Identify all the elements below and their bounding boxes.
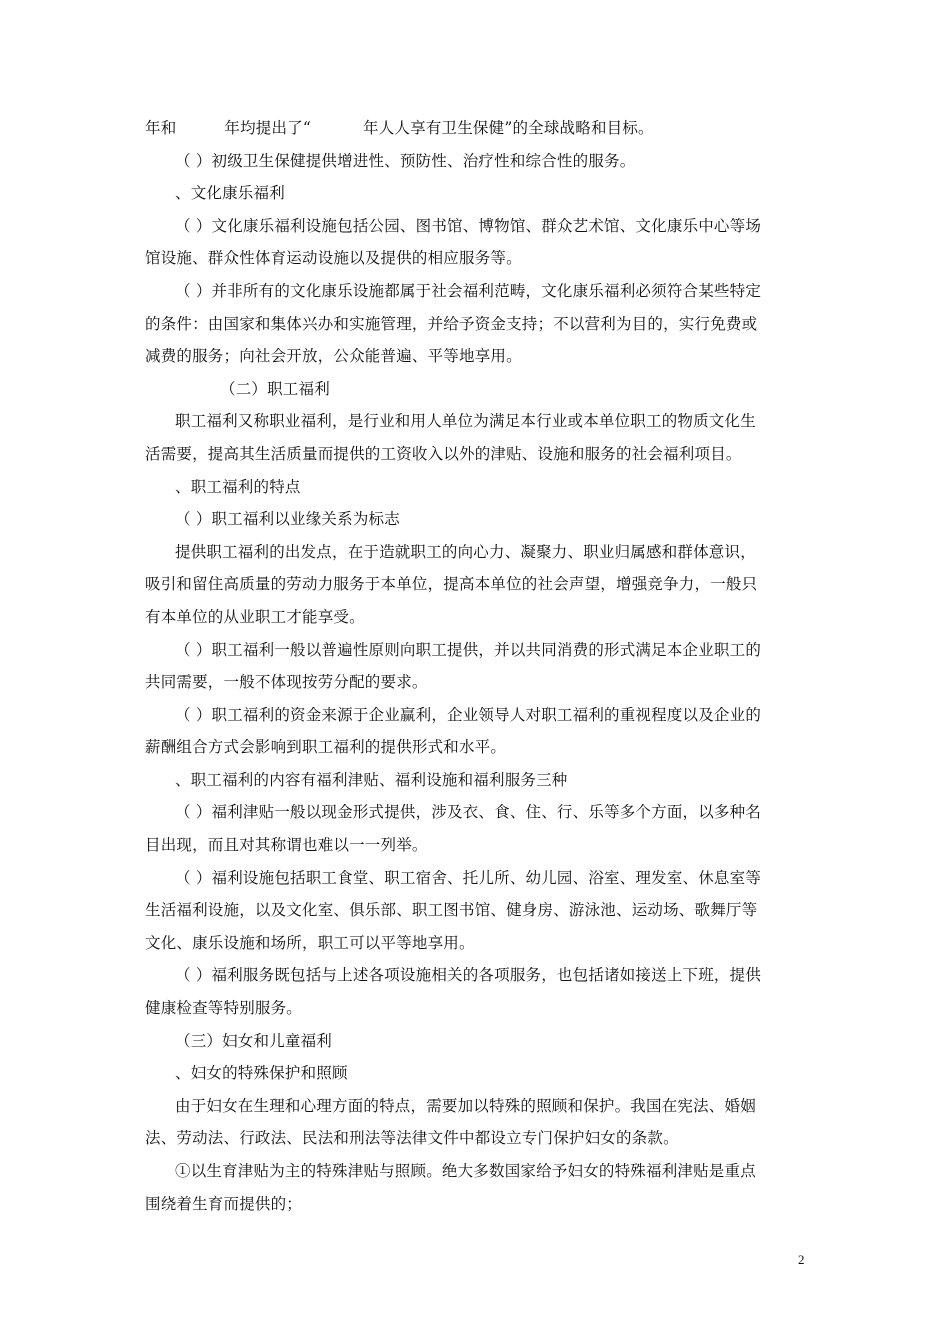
text-line: （二）职工福利 (220, 379, 330, 398)
text-line: 薪酬组合方式会影响到职工福利的提供形式和水平。 (145, 738, 507, 757)
text-line: 吸引和留住高质量的劳动力服务于本单位，提高本单位的社会声望，增强竞争力，一般只 (145, 575, 758, 594)
text-line: 、职工福利的内容有福利津贴、福利设施和福利服务三种 (175, 770, 568, 789)
text-line: （ ）职工福利以业缘关系为标志 (175, 510, 400, 529)
text-line: 有本单位的从业职工才能享受。 (145, 607, 365, 626)
text-line: 的条件：由国家和集体兴办和实施管理，并给予资金支持；不以营利为目的，实行免费或 (145, 314, 758, 333)
text-line: 、职工福利的特点 (175, 477, 301, 496)
text-line: （ ）并非所有的文化康乐设施都属于社会福利范畴，文化康乐福利必须符合某些特定 (175, 281, 762, 300)
text-line: （ ）福利津贴一般以现金形式提供，涉及衣、食、住、行、乐等多个方面，以多种名 (175, 803, 762, 822)
text-line: 、妇女的特殊保护和照顾 (175, 1064, 348, 1083)
text-line: 提供职工福利的出发点，在于造就职工的向心力、凝聚力、职业归属感和群体意识， (175, 542, 756, 561)
text-line: （ ）职工福利的资金来源于企业赢利，企业领导人对职工福利的重视程度以及企业的 (175, 705, 762, 724)
text-line: （ ）职工福利一般以普遍性原则向职工提供，并以共同消费的形式满足本企业职工的 (175, 640, 762, 659)
text-fragment: 年和 (145, 119, 177, 137)
text-line: 由于妇女在生理和心理方面的特点，需要加以特殊的照顾和保护。我国在宪法、婚姻 (175, 1096, 756, 1115)
document-body (145, 112, 810, 1220)
text-line: （ ）初级卫生保健提供增进性、预防性、治疗性和综合性的服务。 (175, 151, 636, 170)
text-fragment: 年均提出了“ (224, 119, 312, 137)
text-line: （ ）文化康乐福利设施包括公园、图书馆、博物馆、群众艺术馆、文化康乐中心等场 (175, 216, 762, 235)
text-line: 围绕着生育而提供的； (145, 1194, 303, 1213)
text-line: 生活福利设施，以及文化室、俱乐部、职工图书馆、健身房、游泳池、运动场、歌舞厅等 (145, 901, 758, 920)
text-line: 职工福利又称职业福利，是行业和用人单位为满足本行业或本单位职工的物质文化生 (175, 412, 756, 431)
text-line: 减费的服务；向社会开放，公众能普遍、平等地享用。 (145, 347, 522, 366)
text-line: （ ）福利设施包括职工食堂、职工宿舍、托儿所、幼儿园、浴室、理发室、休息室等 (175, 868, 762, 887)
text-line: 共同需要，一般不体现按劳分配的要求。 (145, 673, 428, 692)
text-line: （ ）福利服务既包括与上述各项设施相关的各项服务，也包括诸如接送上下班，提供 (175, 966, 762, 985)
text-line: （三）妇女和儿童福利 (175, 1031, 333, 1050)
text-line: 馆设施、群众性体育运动设施以及提供的相应服务等。 (145, 249, 522, 268)
page-number: 2 (798, 1252, 805, 1267)
text-line: ①以生育津贴为主的特殊津贴与照顾。绝大多数国家给予妇女的特殊福利津贴是重点 (175, 1162, 756, 1180)
text-line: 健康检查等特别服务。 (145, 999, 303, 1018)
text-line: 文化、康乐设施和场所，职工可以平等地享用。 (145, 933, 475, 952)
text-line: 活需要，提高其生活质量而提供的工资收入以外的津贴、设施和服务的社会福利项目。 (145, 444, 742, 463)
text-fragment: 年人人享有卫生保健”的全球战略和目标。 (363, 119, 654, 137)
text-line-first (145, 112, 810, 145)
text-line: 法、劳动法、行政法、民法和刑法等法律文件中都设立专门保护妇女的条款。 (145, 1129, 679, 1148)
paragraph-lines (145, 145, 810, 1221)
text-line: 目出现，而且对其称谓也难以一一列举。 (145, 836, 428, 855)
text-line: 、文化康乐福利 (175, 184, 285, 203)
